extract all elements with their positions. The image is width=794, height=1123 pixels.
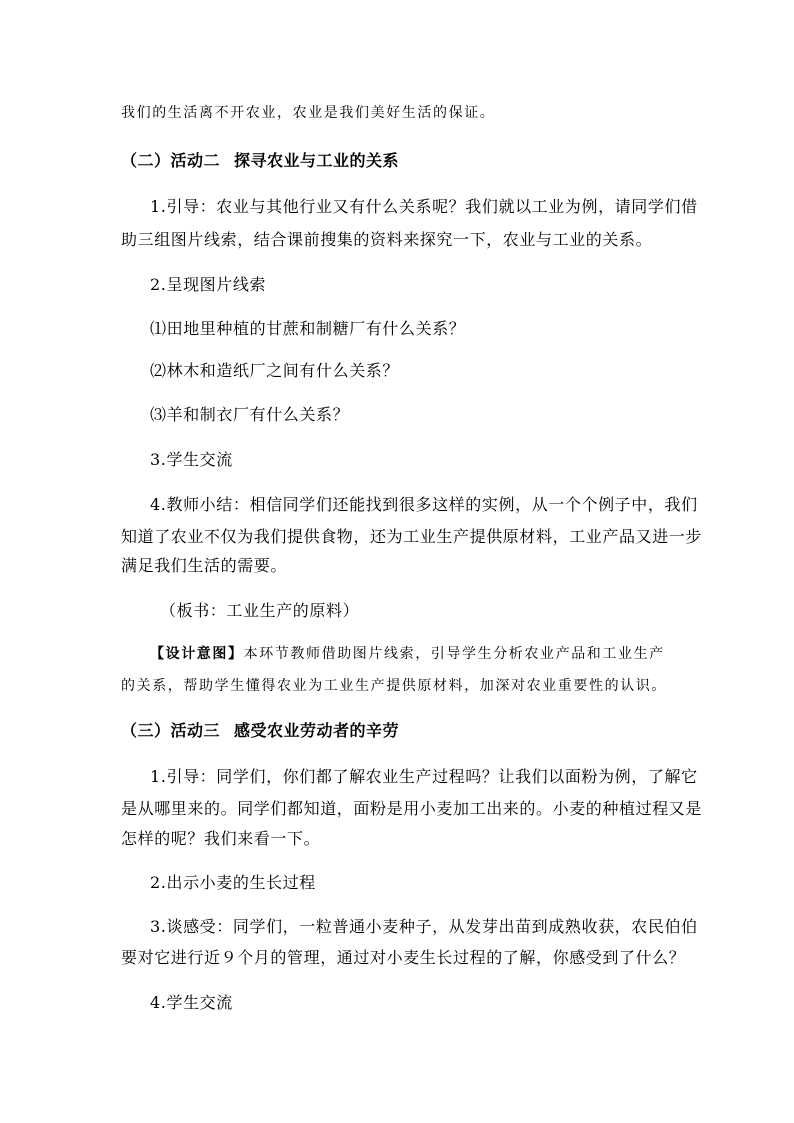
paragraph-line: 助三组图片线索，结合课前搜集的资料来探究一下，农业与工业的关系。: [121, 230, 653, 249]
paragraph-line: 1.引导：同学们，你们都了解农业生产过程吗？让我们以面粉为例，了解它: [150, 767, 698, 786]
section-activity-title: 探寻农业与工业的关系: [234, 151, 400, 170]
section-heading-activity-2: [121, 148, 399, 171]
design-intent-line: 的关系，帮助学生懂得农业为工业生产提供原材料，加深对农业重要性的认识。: [121, 678, 667, 694]
section-number: （二）活动二: [121, 151, 221, 170]
intro-line: 我们的生活离不开农业，农业是我们美好生活的保证。: [121, 105, 496, 121]
paragraph-line: 1.引导：农业与其他行业又有什么关系呢？我们就以工业为例，请同学们借: [150, 197, 698, 216]
paragraph-line: 4.教师小结：相信同学们还能找到很多这样的实例，从一个个例子中，我们: [150, 495, 698, 514]
question-item: ⑵林木和造纸厂之间有什么关系？: [150, 361, 400, 380]
section-heading-activity-3: [121, 718, 399, 741]
design-intent-text: 本环节教师借助图片线索，引导学生分析农业产品和工业生产: [243, 646, 665, 662]
paragraph-line: 知道了农业不仅为我们提供食物，还为工业生产提供原材料，工业产品又进一步: [121, 527, 703, 546]
paragraph-line: 2.出示小麦的生长过程: [150, 873, 316, 892]
paragraph-line: 2.呈现图片线索: [150, 275, 267, 294]
paragraph-line: 3.学生交流: [150, 450, 233, 469]
paragraph-line: 要对它进行近９个月的管理，通过对小麦生长过程的了解，你感受到了什么？: [121, 948, 686, 967]
paragraph-line: 满足我们生活的需要。: [121, 556, 288, 575]
blackboard-note: （板书：工业生产的原料）: [160, 601, 360, 620]
question-item: ⑴田地里种植的甘蔗和制糖厂有什么关系？: [150, 319, 466, 338]
paragraph-line: 怎样的呢？我们来看一下。: [121, 829, 321, 848]
section-activity-title: 感受农业劳动者的辛劳: [234, 721, 400, 740]
paragraph-line: 3.谈感受：同学们，一粒普通小麦种子，从发芽出苗到成熟收获，农民伯伯: [150, 917, 698, 936]
design-intent-line: [150, 643, 665, 663]
paragraph-line: 是从哪里来的。同学们都知道，面粉是用小麦加工出来的。小麦的种植过程又是: [121, 799, 703, 818]
question-item: ⑶羊和制衣厂有什么关系？: [150, 405, 350, 424]
section-number: （三）活动三: [121, 721, 221, 740]
paragraph-line: 4.学生交流: [150, 993, 233, 1012]
design-intent-label: 【设计意图】: [150, 646, 244, 662]
